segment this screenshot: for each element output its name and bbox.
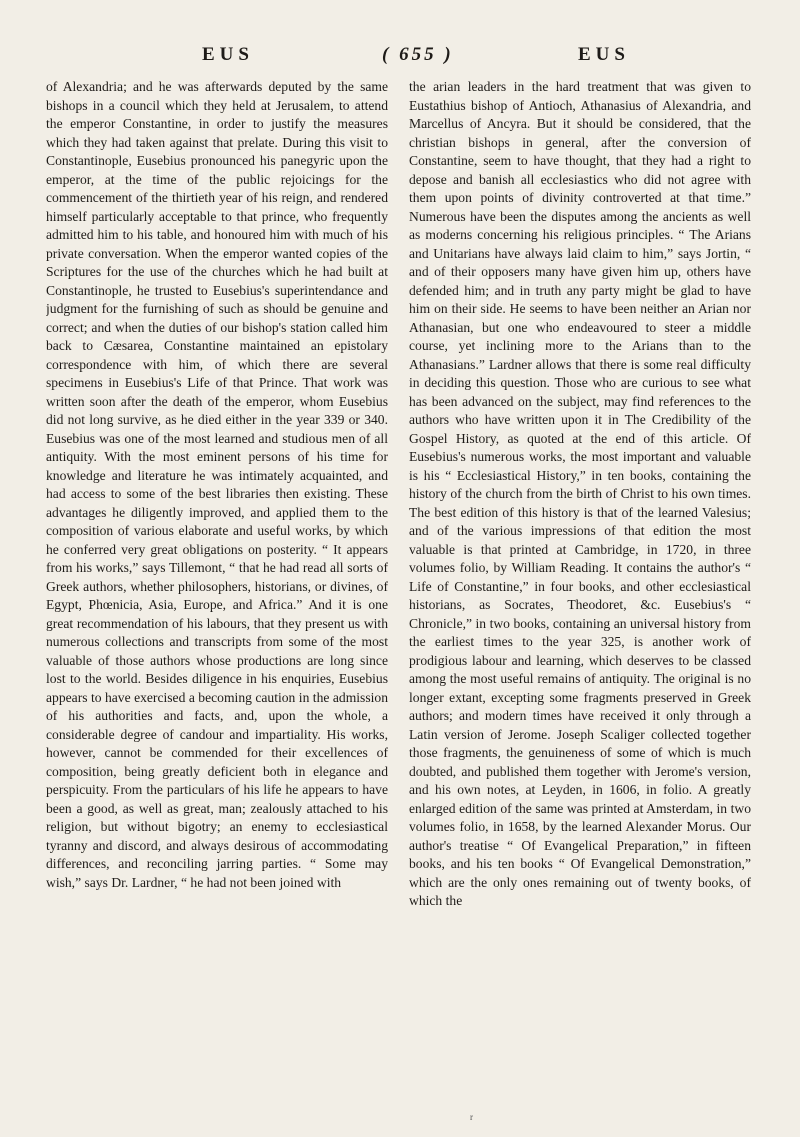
header-left-word: EUS [202,44,254,65]
text-columns [46,78,751,1108]
signature-mark: r [470,1112,473,1122]
left-column-text: of Alexandria; and he was afterwards deputed by the same bishops in a council which they held at Jerusalem, to attend the emperor Constantine, in order to justify the measures which they had taken against that prelate. During this visit to Constantinople, Eusebius pronounced his panegyric upon the emperor, at the time of the public rejoicings for the commencement of the thirtieth year of his reign, and rendered himself particularly acceptable to that prince, who frequently admitted him to his table, and honoured him with much of his private conversation. When the emperor wanted copies of the Scriptures for the use of the churches which he had built at Constantinople, he trusted to Eusebius's superintendance and judgment for the furnishing of such as should be genuine and correct; and when the duties of our bishop's station called him back to Cæsarea, Constantine maintained an epistolary correspondence with him, of which there are several specimens in Eusebius's Life of that Prince. That work was written soon after the death of the emperor, whom Eusebius did not long survive, as he died either in the year 339 or 340. Eusebius was one of the most learned and studious men of all antiquity. With the most eminent persons of his time for knowledge and literature he was intimately acquainted, and had access to some of the best libraries then existing. These advantages he diligently improved, and applied them to the composition of various elaborate and useful works, by which he conferred very great obligations on posterity. “ It appears from his works,” says Tillemont, “ that he had read all sorts of Greek authors, whether philosophers, historians, or divines, of Egypt, Phœnicia, Asia, Europe, and Africa.” And it is one great recommendation of his labours, that they present us with numerous collections and transcripts from some of the most valuable of those authors whose productions are long since lost to the world. Besides diligence in his enquiries, Eusebius appears to have exercised a becoming caution in the admission of his authorities and facts, and, upon the whole, a considerable degree of candour and impartiality. His works, however, cannot be commended for their excellences of composition, being greatly deficient both in elegance and perspicuity. From the particulars of his life he appears to have been a good, as well as great, man; zealously attached to his religion, but without bigotry; an enemy to ecclesiastical tyranny and discord, and always desirous of accommodating differences, and reconciling jarring parties. “ Some may wish,” says Dr. Lardner, “ he had not been joined with [46,79,388,890]
page-number: ( 655 ) [382,44,454,65]
right-column [409,78,751,1108]
running-header [40,44,760,72]
header-right-word: EUS [578,44,630,65]
left-column [46,78,388,1108]
right-column-text: the arian leaders in the hard treatment that was given to Eustathius bishop of Antioch, Athanasius of Alexandria, and Marcellus of Ancyra. But it should be considered, that the christian bishops in general, after the conversion of Constantine, seem to have thought, that they had a right to depose and banish all ecclesiastics who did not agree with them upon points of divinity controverted at that time.” Numerous have been the disputes among the ancients as well as moderns concerning his religious principles. “ The Arians and Unitarians have always laid claim to him,” says Jortin, “ and of their opposers many have given him up, others have defended him; and in truth any party might be glad to have him on their side. He seems to have been neither an Arian nor Athanasian, but one who endeavoured to steer a middle course, yet inclining more to the Arians than to the Athanasians.” Lardner allows that there is some real difficulty in deciding this question. Those who are curious to see what has been advanced on the subject, may find references to the authors who have written upon it in The Credibility of the Gospel History, as quoted at the end of this article. Of Eusebius's numerous works, the most important and valuable is his “ Ecclesiastical History,” in ten books, containing the history of the church from the birth of Christ to his own times. The best edition of this history is that of the learned Valesius; and of the various impressions of that edition the most valuable is that printed at Cambridge, in 1720, in three volumes folio, by William Reading. It contains the author's “ Life of Constantine,” in four books, and other ecclesiastical historians, as Socrates, Theodoret, &c. Eusebius's “ Chronicle,” in two books, containing an universal history from the earliest times to the year 325, is another work of prodigious labour and learning, which deserves to be classed among the most useful remains of antiquity. The original is no longer extant, excepting some fragments preserved in Greek authors; and modern times have received it only through a Latin version of Jerome. Joseph Scaliger collected together those fragments, the genuineness of some of which is much doubted, and published them together with Jerome's version, and his own notes, at Leyden, in 1606, in folio. A greatly enlarged edition of the same was printed at Amsterdam, in two volumes folio, in 1658, by the learned Alexander Morus. Our author's treatise “ Of Evangelical Preparation,” in fifteen books, and his ten books “ Of Evangelical Demonstration,” which are the only ones remaining out of twenty books, of which the [409,79,751,908]
